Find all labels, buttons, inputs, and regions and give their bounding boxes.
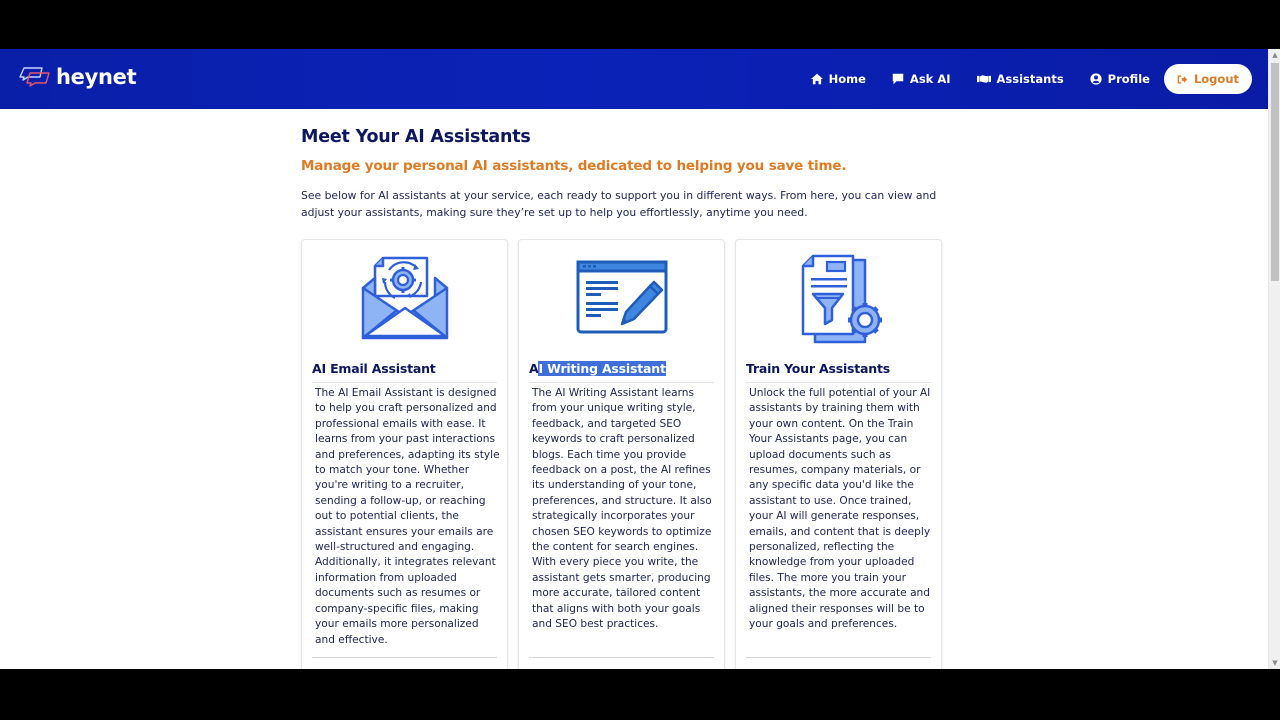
- main-nav: [785, 64, 1252, 94]
- page-title: Meet Your AI Assistants: [301, 127, 531, 147]
- card-description: The AI Email Assistant is designed to help you craft personalized and professional emails with ease. It learns from your past interactions and preferences, adapting its style to match your tone. Whether you're writing to a recruiter, sending a follow-up, or reaching out to potential clients, the assistant ensures your emails are well-structured and engaging. Additionally, it integrates relevant information from uploaded documents such as resumes or company-specific files, making your emails more personalized and effective.: [315, 387, 500, 646]
- divider: [746, 382, 931, 383]
- scroll-down-arrow-icon[interactable]: ▼: [1272, 659, 1278, 667]
- brand-logo[interactable]: [18, 65, 136, 89]
- page-subtitle: Manage your personal AI assistants, dedicated to helping you save time.: [301, 158, 847, 174]
- chat-icon: [892, 73, 904, 85]
- nav-ask-ai-label: Ask AI: [909, 72, 951, 86]
- scroll-up-arrow-icon[interactable]: ▲: [1272, 51, 1278, 59]
- divider: [529, 382, 714, 383]
- divider: [529, 657, 714, 658]
- email-gear-icon: [355, 248, 455, 348]
- navbar: [0, 49, 1268, 109]
- nav-profile-label: Profile: [1107, 72, 1150, 86]
- card-writing-assistant[interactable]: [518, 239, 725, 669]
- page-header: [301, 127, 961, 221]
- card-title-prefix: A: [529, 361, 539, 376]
- divider: [312, 382, 497, 383]
- chat-bubbles-logo-icon: [18, 65, 52, 89]
- user-circle-icon: [1090, 73, 1102, 85]
- logout-label: Logout: [1193, 72, 1239, 86]
- card-title: AI Email Assistant: [312, 361, 436, 376]
- card-train-assistants[interactable]: [735, 239, 942, 669]
- card-email-assistant[interactable]: [301, 239, 508, 669]
- home-icon: [811, 73, 823, 85]
- nav-assistants-label: Assistants: [996, 72, 1064, 86]
- sign-out-icon: [1177, 74, 1188, 85]
- nav-home[interactable]: [811, 72, 866, 86]
- brand-name: heynet: [56, 65, 137, 89]
- browser-viewport: [0, 49, 1280, 669]
- card-title: Train Your Assistants: [746, 361, 890, 376]
- page-intro: See below for AI assistants at your service, each ready to support you in different ways. From here, you can view and adjust your assistants, making sure they’re set up to help you effortlessly, anytime you need.: [301, 189, 937, 219]
- writing-window-icon: [572, 248, 672, 348]
- selected-text: I Writing Assistant: [538, 361, 666, 376]
- vertical-scrollbar[interactable]: [1268, 49, 1280, 669]
- nav-profile[interactable]: [1090, 72, 1150, 86]
- card-description: The AI Writing Assistant learns from your unique writing style, feedback, and targeted SEO keywords to craft personalized blogs. Each time you provide feedback on a post, the AI refines its understanding of your tone, preferences, and structure. It also strategically incorporates your chosen SEO keywords to optimize the content for search engines. With every piece you write, the assistant gets smarter, producing more accurate, tailored content that aligns with both your goals and SEO best practices.: [532, 387, 712, 631]
- card-description: Unlock the full potential of your AI assistants by training them with your own content. On the Train Your Assistants page, you can upload documents such as resumes, company materials, or any specific data you'd like the assistant to use. Once trained, your AI will generate responses, emails, and content that is deeply personalized, reflecting the knowledge from your uploaded files. The more you train your assistants, the more accurate and aligned their responses will be to your goals and preferences.: [749, 387, 931, 631]
- nav-home-label: Home: [828, 72, 866, 86]
- handshake-icon: [977, 73, 991, 85]
- nav-assistants[interactable]: [977, 72, 1064, 86]
- nav-ask-ai[interactable]: [892, 72, 951, 86]
- divider: [746, 657, 931, 658]
- logout-button[interactable]: [1164, 64, 1252, 94]
- divider: [312, 657, 497, 658]
- document-filter-gear-icon: [789, 248, 889, 348]
- assistant-cards: [301, 239, 942, 669]
- card-title: [529, 361, 666, 376]
- scroll-thumb[interactable]: [1271, 63, 1279, 281]
